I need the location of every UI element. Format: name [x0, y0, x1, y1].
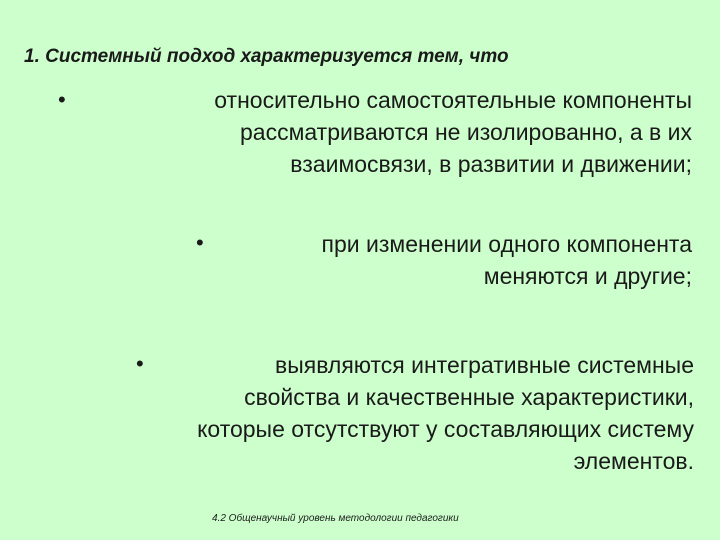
bullet-marker-1: •	[58, 87, 66, 112]
bullet-marker-3: •	[136, 351, 144, 376]
bullet-text-2: при изменении одного компонента меняются и другие;	[321, 231, 692, 289]
bullet-text-3: выявляются интегративные системные свойства и качественные характеристики, которые отсутствуют у составляющих систему элементов.	[197, 352, 694, 474]
slide-footer: 4.2 Общенаучный уровень методологии педагогики	[212, 513, 459, 524]
slide-heading: 1. Системный подход характеризуется тем, что	[24, 46, 509, 67]
bullet-marker-2: •	[196, 230, 204, 255]
bullet-text-1: относительно самостоятельные компоненты рассматриваются не изолированно, а в их взаимосвязи, в развитии и движении;	[214, 87, 692, 177]
